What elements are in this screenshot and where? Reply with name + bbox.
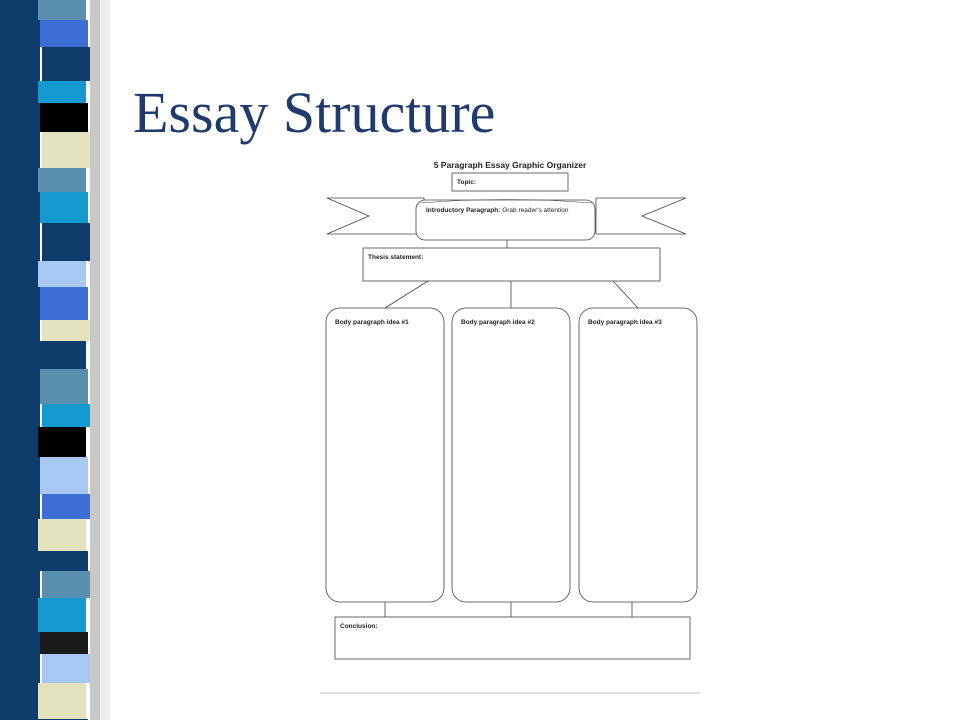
stripe-block — [40, 192, 88, 223]
stripe-block — [42, 132, 90, 168]
intro-label-rest: Grab reader's attention — [500, 207, 569, 214]
stripe-block — [38, 683, 86, 719]
decorative-stripe-bar — [0, 0, 110, 720]
banner-left-tail — [327, 198, 424, 234]
intro-banner — [327, 198, 686, 240]
stripe-block — [42, 654, 90, 683]
topic-label: Topic: — [457, 179, 477, 186]
body-label-1: Body paragraph idea #1 — [335, 319, 409, 326]
body-label-3: Body paragraph idea #3 — [588, 319, 662, 326]
intro-label-bold: Introductory Paragraph: — [426, 207, 501, 214]
stripe-block — [40, 457, 88, 494]
stripe-block — [40, 287, 88, 320]
essay-graphic-organizer — [320, 156, 700, 701]
stripe-block — [38, 341, 86, 369]
conclusion-label: Conclusion: — [340, 623, 378, 630]
stripe-block — [42, 320, 90, 341]
body-box-3 — [579, 308, 697, 602]
stripe-block — [38, 0, 86, 20]
body-label-2: Body paragraph idea #2 — [461, 319, 535, 326]
stripe-block — [42, 494, 90, 519]
stripe-block — [38, 81, 86, 103]
stripe-block — [38, 427, 86, 457]
stripe-block — [40, 369, 88, 404]
thesis-box — [363, 248, 660, 281]
intro-label — [426, 207, 569, 214]
stripe-block — [40, 632, 88, 654]
slide-title: Essay Structure — [133, 80, 496, 145]
stripe-block — [38, 598, 86, 632]
banner-right-tail — [596, 198, 686, 234]
stripe-block — [42, 223, 90, 261]
stripe-block — [42, 571, 90, 598]
stripe-block — [38, 168, 86, 192]
body-box-1 — [326, 308, 444, 602]
stripe-block — [38, 261, 86, 287]
stripe-block — [40, 551, 88, 571]
stripe-block — [42, 404, 90, 427]
conclusion-box — [335, 617, 690, 659]
stripe-block — [42, 47, 90, 81]
organizer-heading: 5 Paragraph Essay Graphic Organizer — [433, 160, 587, 170]
stripe-block — [40, 20, 88, 47]
stripe-block — [40, 103, 88, 132]
body-box-2 — [452, 308, 570, 602]
thesis-label: Thesis statement: — [368, 254, 424, 261]
stripe-block — [38, 519, 86, 551]
